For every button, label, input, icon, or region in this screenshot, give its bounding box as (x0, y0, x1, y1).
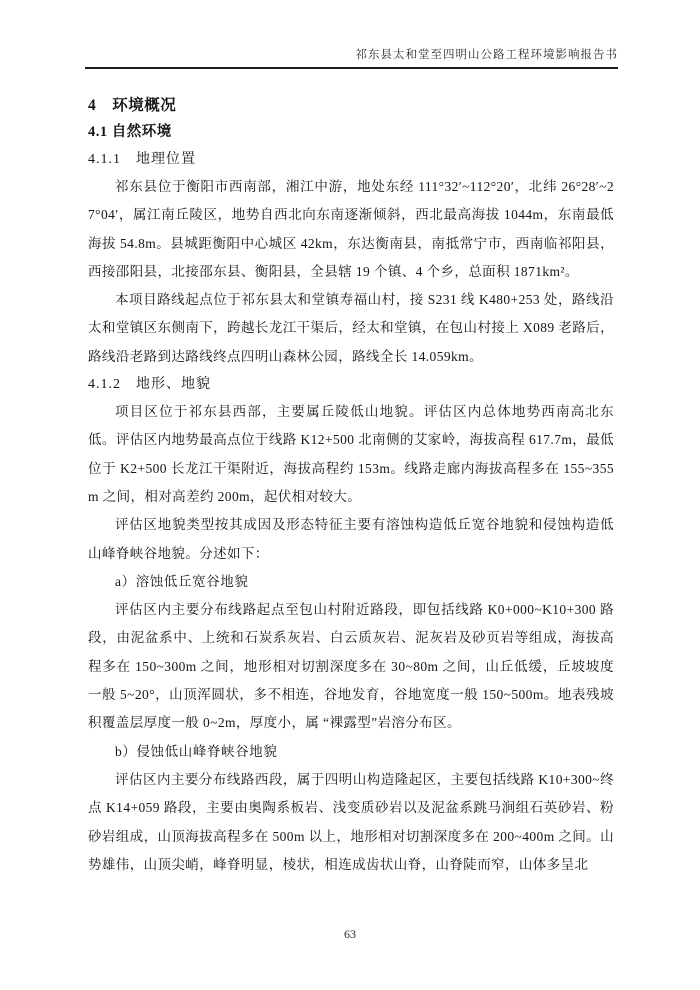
heading-subsection-4-1-1: 4.1.1 地理位置 (88, 152, 196, 167)
list-item-b-title: b）侵蚀低山峰脊峡谷地貌 (115, 743, 278, 759)
header-title: 祁东县太和堂至四明山公路工程环境影响报告书 (355, 49, 618, 61)
paragraph-item-b-detail: 评估区内主要分布线路西段，属于四明山构造隆起区，主要包括线路 K10+300~终点 K14+059 路段，主要由奥陶系板岩、浅变质砂岩以及泥盆系跳马涧组石英砂岩、粉砂岩组成，山顶海拔高程多在 500m 以上，地形相对切割深度多在 200~400m 之间。山势雄伟，山顶尖峭，峰脊明显，棱状，相连成齿状山脊，山脊陡而窄，山体多呈北 (88, 771, 614, 872)
heading-subsection-4-1-2: 4.1.2 地形、地貌 (88, 377, 211, 393)
page-footer (0, 927, 700, 942)
paragraph-geographic-location-1: 祁东县位于衡阳市西南部，湘江中游，地处东经 111°32′~112°20′，北纬 26°28′~27°04′，属江南丘陵区，地势自西北向东南逐渐倾斜，西北最高海拔 1044m，东南最低海拔 54.8m。县城距衡阳中心城区 42km，东达衡南县，南抵常宁市，西南临祁阳县，西接邵阳县，北接邵东县、衡阳县，全县辖 19 个镇、4 个乡，总面积 1871km²。 (88, 179, 614, 279)
list-item-a-title: a）溶蚀低丘宽谷地貌 (115, 573, 249, 589)
paragraph-terrain-overview-1: 项目区位于祁东县西部，主要属丘陵低山地貌。评估区内总体地势西南高北东低。评估区内地势最高点位于线路 K12+500 北南侧的艾家岭，海拔高程 617.7m，最低位于 K2+500 长龙江干渠附近，海拔高程约 153m。线路走廊内海拔高程多在 155~355m 之间，相对高差约 200m，起伏相对较大。 (88, 404, 614, 504)
document-body (88, 86, 614, 879)
paragraph-geographic-location-2: 本项目路线起点位于祁东县太和堂镇寿福山村，接 S231 线 K480+253 处，路线沿太和堂镇区东侧南下，跨越长龙江干渠后，经太和堂镇，在包山村接上 X089 老路后，路线沿老路到达路线终点四明山森林公园，路线全长 14.059km。 (88, 292, 614, 364)
heading-chapter-4: 4 环境概况 (88, 97, 177, 114)
heading-section-4-1: 4.1 自然环境 (88, 124, 172, 140)
paragraph-item-a-detail: 评估区内主要分布线路起点至包山村附近路段，即包括线路 K0+000~K10+300 路段，由泥盆系中、上统和石炭系灰岩、白云质灰岩、泥灰岩及砂页岩等组成，海拔高程多在 150~300m 之间，地形相对切割深度多在 30~80m 之间，山丘低缓，丘坡坡度一般 5~20°，山顶浑圆状，多不相连，谷地发育，谷地宽度一般 150~500m。地表残坡积覆盖层厚度一般 0~2m，厚度小，属 “裸露型”岩溶分布区。 (88, 602, 614, 731)
page-number: 63 (344, 927, 356, 941)
paragraph-terrain-overview-2: 评估区地貌类型按其成因及形态特征主要有溶蚀构造低丘宽谷地貌和侵蚀构造低山峰脊峡谷地貌。分述如下： (88, 517, 614, 561)
page-header (85, 48, 618, 69)
